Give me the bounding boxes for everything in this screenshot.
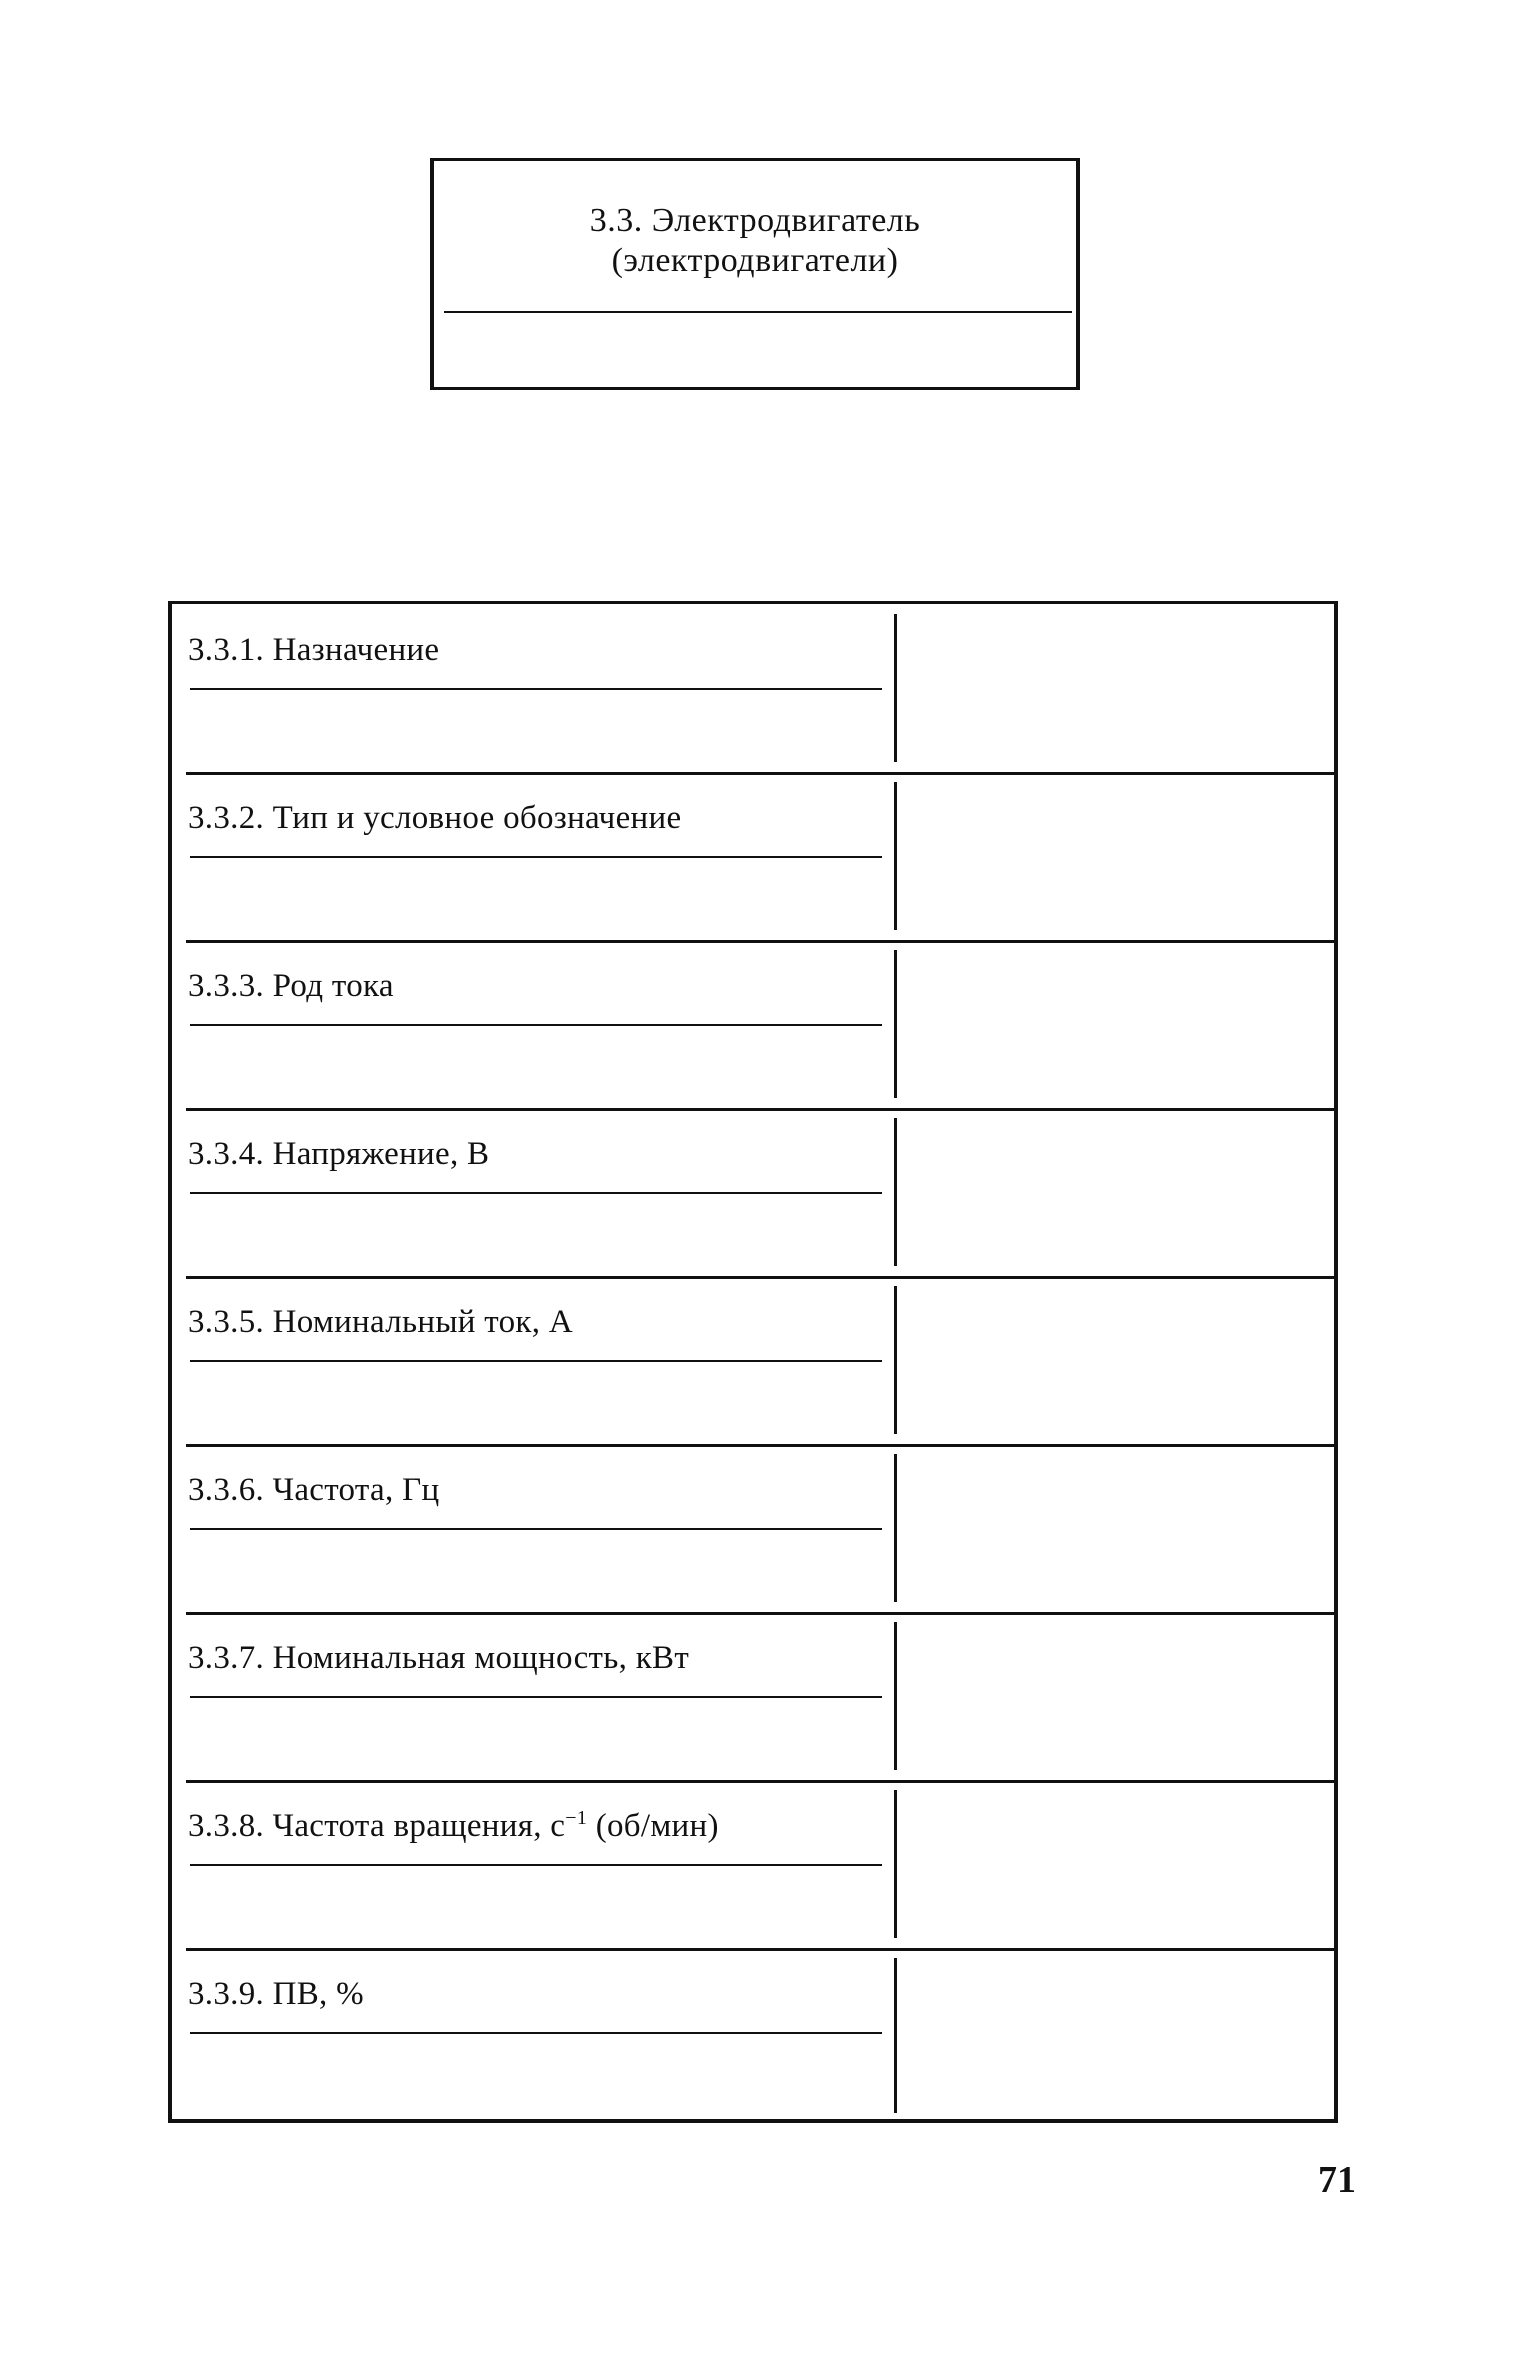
row-underline: [190, 1024, 882, 1026]
value-cell-rated-power[interactable]: [900, 1612, 1334, 1780]
form-row-rated-current: [172, 1276, 1334, 1444]
section-title-line2: (электродвигатели): [611, 242, 899, 279]
row-underline: [190, 1864, 882, 1866]
row-underline: [190, 688, 882, 690]
value-cell-rotation-speed[interactable]: [900, 1780, 1334, 1948]
form-row-duty-cycle: [172, 1948, 1334, 2120]
row-label: [188, 1806, 719, 1846]
form-row-rated-power: [172, 1612, 1334, 1780]
row-underline: [190, 1192, 882, 1194]
section-header-box: [430, 158, 1080, 390]
row-underline: [190, 856, 882, 858]
value-cell-rated-current[interactable]: [900, 1276, 1334, 1444]
row-label-superscript: −1: [565, 1807, 588, 1829]
value-cell-current-kind[interactable]: [900, 940, 1334, 1108]
row-label: 3.3.7. Номинальная мощность, кВт: [188, 1640, 690, 1676]
page-number: 71: [1318, 2159, 1356, 2201]
row-label: 3.3.3. Род тока: [188, 968, 394, 1004]
row-label: 3.3.9. ПВ, %: [188, 1976, 364, 2012]
section-title: [434, 201, 1076, 281]
column-divider: [894, 1958, 897, 2113]
row-label: 3.3.1. Назначение: [188, 632, 440, 668]
row-label-tail: (об/мин): [587, 1808, 719, 1844]
value-cell-type[interactable]: [900, 772, 1334, 940]
row-underline: [190, 1360, 882, 1362]
value-cell-frequency[interactable]: [900, 1444, 1334, 1612]
row-label: 3.3.2. Тип и условное обозначение: [188, 800, 682, 836]
row-label: 3.3.6. Частота, Гц: [188, 1472, 440, 1508]
value-cell-purpose[interactable]: [900, 604, 1334, 772]
value-cell-voltage[interactable]: [900, 1108, 1334, 1276]
section-title-line1: 3.3. Электродвигатель: [589, 202, 921, 239]
form-row-current-kind: [172, 940, 1334, 1108]
column-divider: [894, 782, 897, 930]
row-underline: [190, 1696, 882, 1698]
column-divider: [894, 614, 897, 762]
row-underline: [190, 2032, 882, 2034]
value-cell-duty-cycle[interactable]: [900, 1948, 1334, 2120]
motor-spec-form: [168, 601, 1338, 2123]
row-label: 3.3.5. Номинальный ток, А: [188, 1304, 573, 1340]
row-label-main: 3.3.8. Частота вращения, с: [188, 1808, 566, 1844]
row-label: 3.3.4. Напряжение, В: [188, 1136, 490, 1172]
column-divider: [894, 1622, 897, 1770]
row-underline: [190, 1528, 882, 1530]
form-row-purpose: [172, 604, 1334, 772]
column-divider: [894, 1118, 897, 1266]
column-divider: [894, 1790, 897, 1938]
column-divider: [894, 1454, 897, 1602]
form-row-rotation-speed: [172, 1780, 1334, 1948]
header-divider: [444, 311, 1072, 313]
form-row-type: [172, 772, 1334, 940]
column-divider: [894, 1286, 897, 1434]
form-row-frequency: [172, 1444, 1334, 1612]
form-row-voltage: [172, 1108, 1334, 1276]
column-divider: [894, 950, 897, 1098]
